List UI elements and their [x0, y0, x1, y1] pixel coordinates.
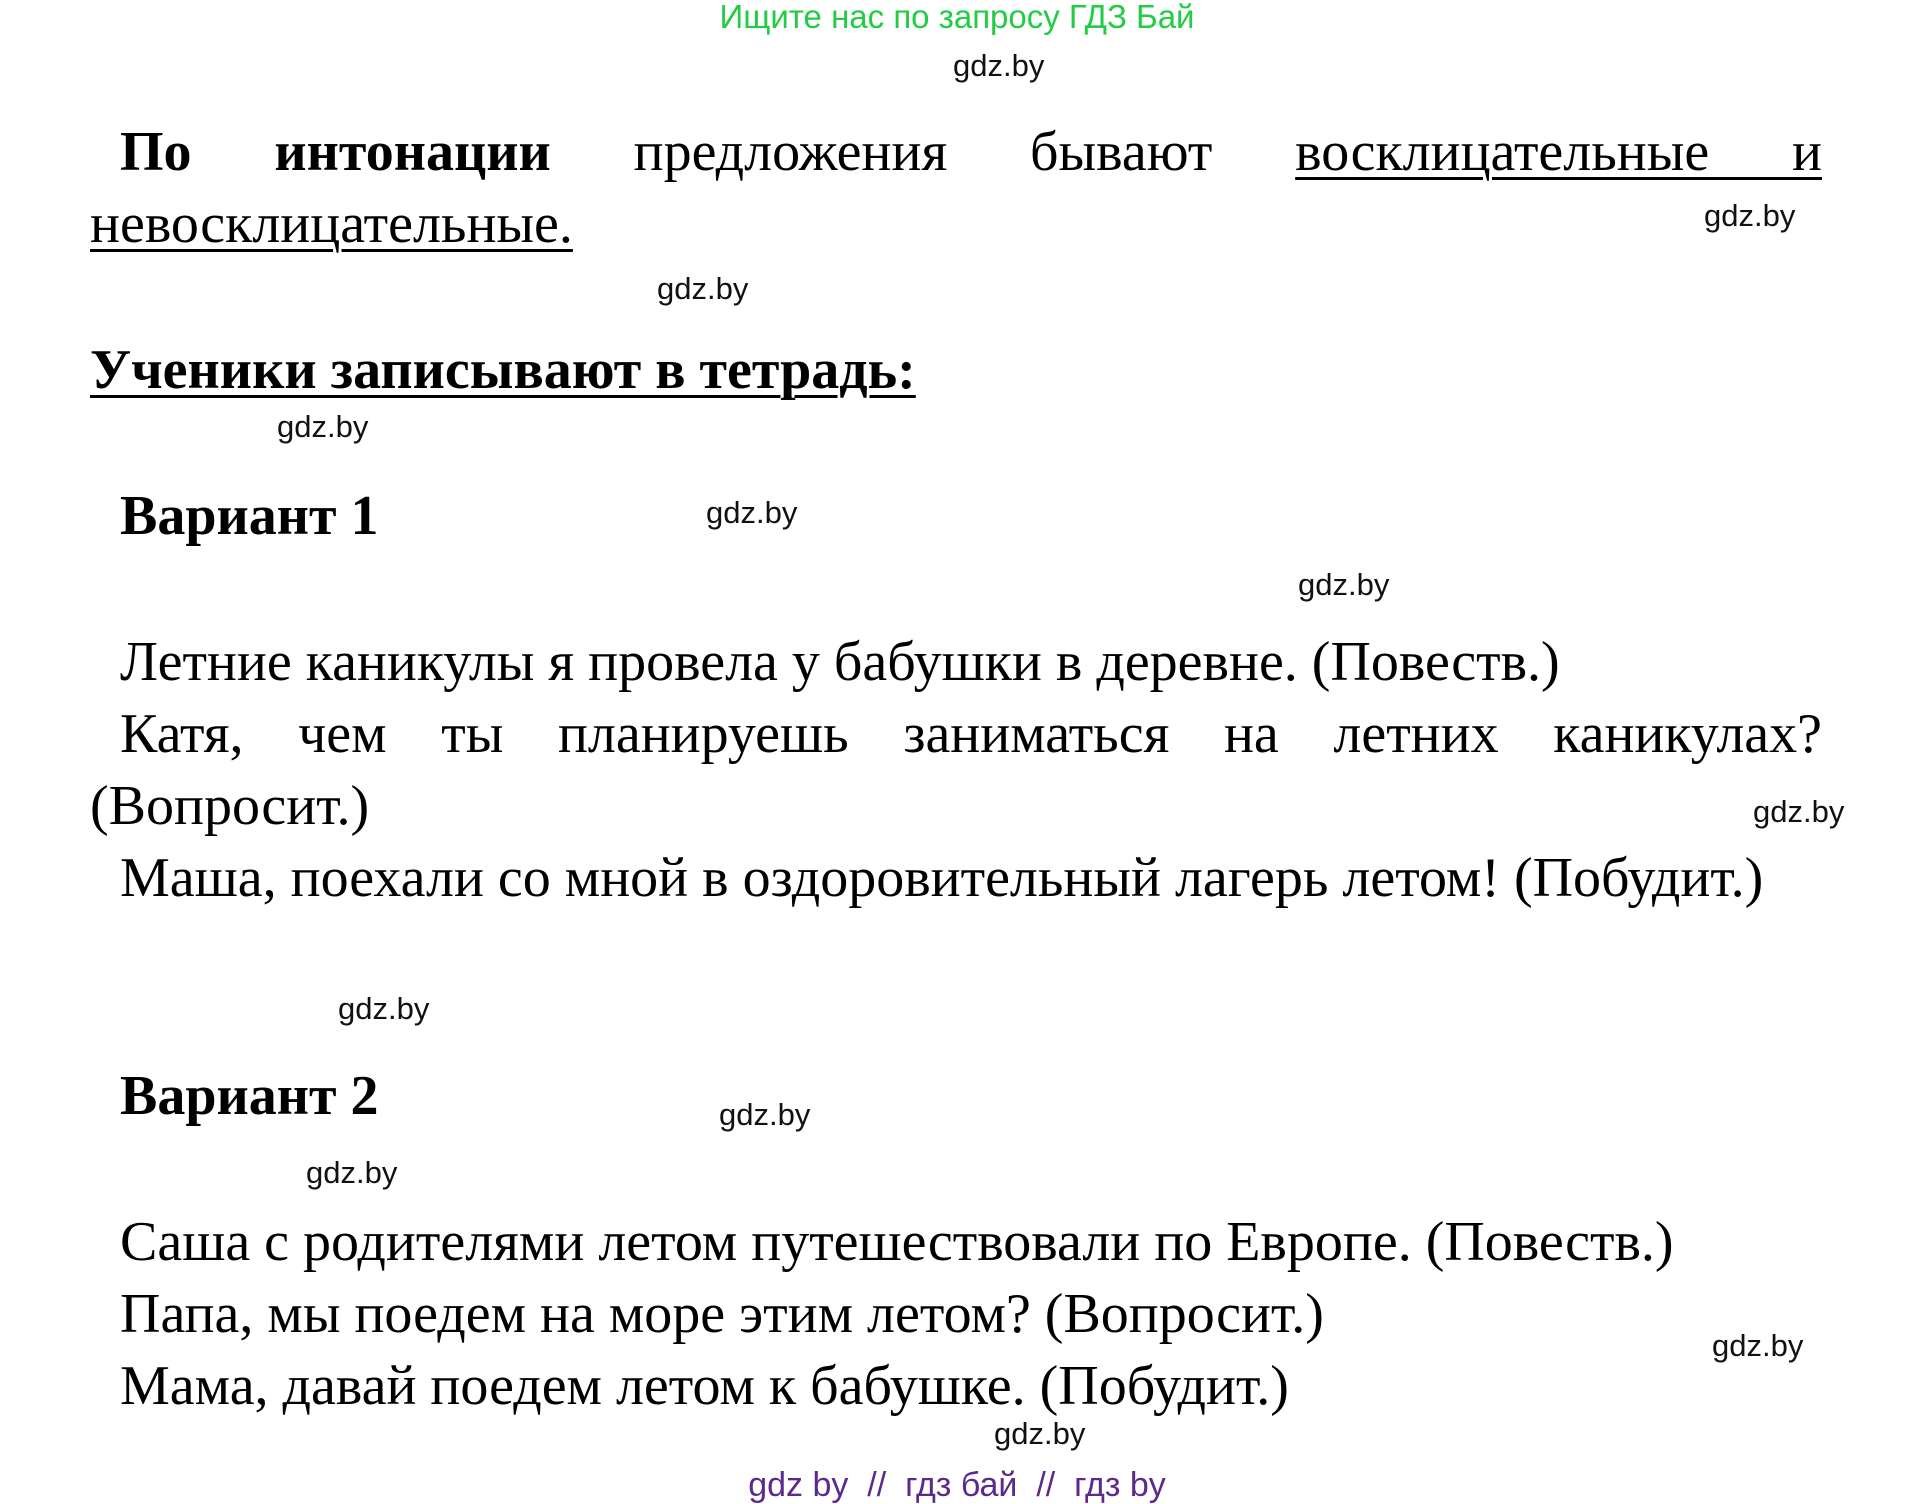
watermark: gdz.by: [953, 48, 1045, 83]
intro-bold-word-1: По: [120, 121, 192, 183]
intro-bold-word-2: интонации: [274, 121, 551, 183]
watermark: gdz.by: [338, 991, 430, 1026]
watermark: gdz.by: [306, 1155, 398, 1190]
variant-2-title: Вариант 2: [120, 1065, 379, 1127]
intro-text: предложения бывают: [633, 121, 1213, 183]
footer-links: gdz by // гдз бай // гдз by: [748, 1466, 1166, 1504]
variant-2-sentence-1: Саша с родителями летом путешествовали по Европе. (Повеств.): [120, 1211, 1674, 1273]
variant-2-sentence-3: Мама, давай поедем летом к бабушке. (Побудит.): [120, 1355, 1289, 1417]
variant-1-sentence-3: Маша, поехали со мной в оздоровительный лагерь летом! (Побудит.): [120, 847, 1764, 909]
variant-2-sentences: [90, 1206, 1822, 1422]
watermark: gdz.by: [1298, 567, 1390, 602]
watermark: gdz.by: [1712, 1328, 1804, 1363]
watermark: gdz.by: [657, 271, 749, 306]
top-search-note: Ищите нас по запросу ГДЗ Бай: [719, 0, 1195, 35]
variant-2-sentence-2: Папа, мы поедем на море этим летом? (Вопросит.): [120, 1283, 1324, 1345]
watermark: gdz.by: [719, 1097, 811, 1132]
watermark: gdz.by: [1704, 198, 1796, 233]
watermark: gdz.by: [706, 495, 798, 530]
watermark: gdz.by: [1753, 794, 1845, 829]
watermark: gdz.by: [994, 1416, 1086, 1451]
variant-1-sentences: [90, 626, 1822, 914]
intro-underlined-text: восклицательные и невосклицательные.: [90, 121, 1823, 255]
watermark: gdz.by: [277, 409, 369, 444]
intro-paragraph: [90, 116, 1822, 260]
variant-1-title: Вариант 1: [120, 485, 379, 547]
section-heading: Ученики записывают в тетрадь:: [90, 339, 916, 401]
variant-1-sentence-2: Катя, чем ты планируешь заниматься на летних каникулах? (Вопросит.): [90, 703, 1822, 837]
variant-1-sentence-1: Летние каникулы я провела у бабушки в деревне. (Повеств.): [120, 631, 1560, 693]
